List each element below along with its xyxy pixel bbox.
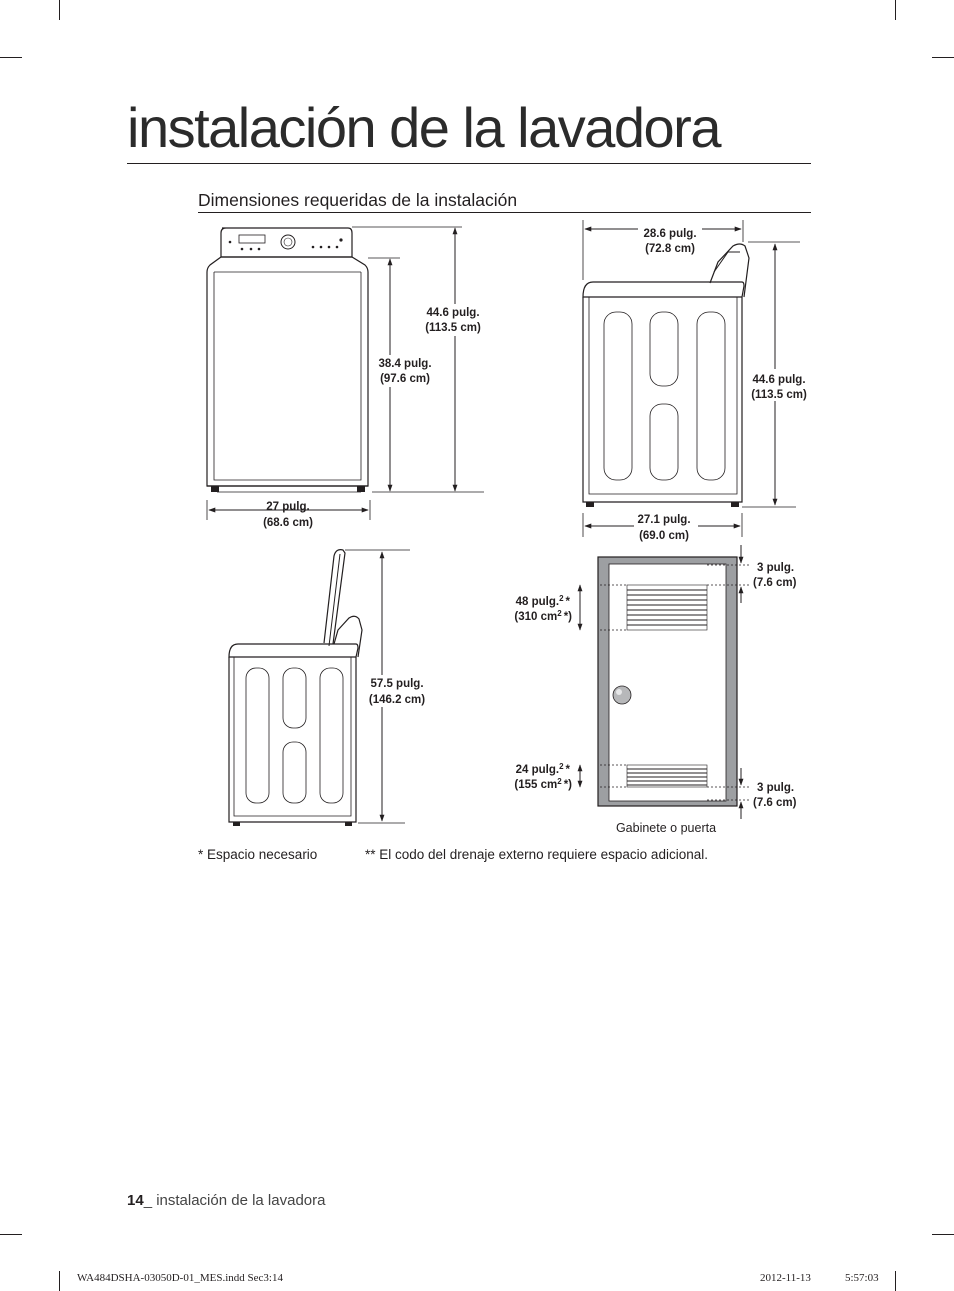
front-height-body-metric: (97.6 cm)	[380, 373, 430, 385]
side-depth-top-label: 28.6 pulg.	[643, 228, 697, 240]
side-depth-top-metric: (72.8 cm)	[645, 243, 695, 255]
lid-open-height-metric: (146.2 cm)	[368, 694, 426, 706]
page-footer	[127, 1192, 325, 1209]
front-dimension-lines	[207, 227, 484, 520]
washer-front-view	[207, 228, 368, 492]
front-height-body-label: 38.4 pulg.	[378, 358, 432, 370]
print-slug-time: 5:57:03	[845, 1272, 879, 1284]
cabinet-caption: Gabinete o puerta	[615, 821, 717, 835]
top-vent-area-metric: (310 $cm^2$ $_{*)}$	[514, 609, 572, 623]
drain-note: ** El codo del drenaje externo requiere espacio adicional.	[365, 847, 708, 862]
section-heading: Dimensiones requeridas de la instalación	[198, 190, 518, 210]
cabinet-door	[598, 557, 737, 806]
required-space-note: * Espacio necesario	[198, 847, 318, 862]
cabinet-bottom-gap-label: 3 pulg.	[757, 782, 795, 794]
side-height-label: 44.6 pulg.	[752, 374, 806, 386]
page-title: instalación de la lavadora	[127, 96, 720, 159]
side-depth-bottom-metric: (69.0 cm)	[639, 530, 689, 542]
lid-open-height-label: 57.5 pulg.	[370, 678, 424, 690]
washer-lid-open-view	[229, 550, 362, 826]
front-width-label: 27 pulg.	[266, 501, 310, 513]
print-slug-file: WA484DSHA-03050D-01_MES.indd Sec3:14	[77, 1272, 283, 1284]
bottom-vent-area-metric: (155 $cm^2$ $_{*)}$	[514, 777, 572, 791]
front-height-total-metric: (113.5 cm)	[425, 322, 481, 334]
cabinet-top-gap-metric: (7.6 cm)	[753, 577, 797, 589]
side-depth-bottom-label: 27.1 pulg.	[637, 514, 691, 526]
footer-section: _ instalación de la lavadora	[143, 1192, 326, 1209]
cabinet-top-gap-label: 3 pulg.	[757, 562, 795, 574]
top-vent-area-label: 48 pulg.$^2$ $_*$	[515, 594, 570, 608]
side-height-metric: (113.5 cm)	[751, 389, 807, 401]
washer-side-view	[583, 244, 749, 507]
page-number: 14	[127, 1192, 144, 1209]
front-width-metric: (68.6 cm)	[263, 517, 313, 529]
print-slug-date: 2012-11-13	[760, 1272, 811, 1284]
cabinet-bottom-gap-metric: (7.6 cm)	[753, 797, 797, 809]
bottom-vent-area-label: 24 pulg.$^2$ $_*$	[515, 762, 570, 776]
front-height-total-label: 44.6 pulg.	[426, 307, 480, 319]
